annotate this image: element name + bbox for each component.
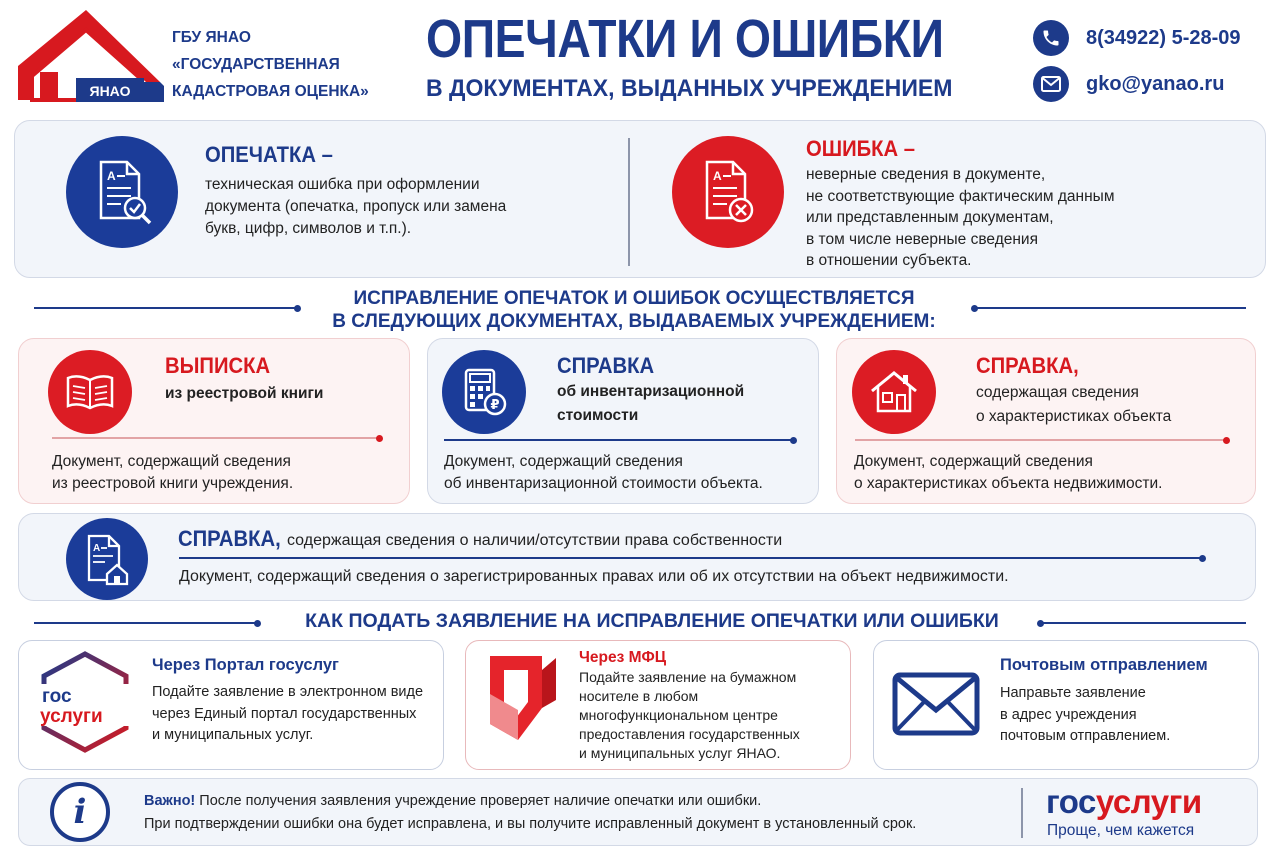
- text-line: документа (опечатка, пропуск или замена: [205, 198, 507, 215]
- card-description: Документ, содержащий сведения о зарегистрированных правах или об их отсутствии на объект недвижимости.: [179, 568, 1009, 585]
- text-line: о характеристиках объекта недвижимости.: [854, 475, 1163, 492]
- card-subtitle: [165, 382, 323, 406]
- info-icon: i: [50, 782, 110, 842]
- card-description: [52, 451, 293, 495]
- card-title: СПРАВКА: [557, 353, 655, 378]
- text-line: техническая ошибка при оформлении: [205, 176, 480, 193]
- text-line: почтовым отправлением.: [1000, 728, 1171, 744]
- svg-text:A: A: [713, 169, 722, 183]
- card-subtitle: [976, 381, 1171, 429]
- method-description: [152, 682, 423, 747]
- how-to-apply-heading: КАК ПОДАТЬ ЗАЯВЛЕНИЕ НА ИСПРАВЛЕНИЕ ОПЕЧАТКИ ИЛИ ОШИБКИ: [305, 610, 999, 632]
- card-title: ВЫПИСКА: [165, 353, 271, 378]
- card-subtitle: содержащая сведения о наличии/отсутствии права собственности: [287, 532, 783, 549]
- text-line: или представленным документам,: [806, 209, 1054, 226]
- text-line: об инвентаризационной стоимости объекта.: [444, 475, 763, 492]
- text-line: После получения заявления учреждение проверяет наличие опечатки или ошибки.: [199, 793, 762, 809]
- text-line: Документ, содержащий сведения: [854, 453, 1093, 470]
- card-description: [854, 451, 1162, 495]
- card-divider: [179, 557, 1203, 559]
- text-line: стоимости: [557, 407, 639, 424]
- gosuslugi-hexagon-logo: [36, 650, 134, 754]
- text-line: о характеристиках объекта: [976, 408, 1172, 425]
- text-line: из реестровой книги учреждения.: [52, 475, 294, 492]
- text-line: предоставления государственных: [579, 726, 800, 742]
- page-subtitle: В ДОКУМЕНТАХ, ВЫДАННЫХ УЧРЕЖДЕНИЕМ: [426, 75, 953, 102]
- logo-text: гос: [1046, 783, 1096, 820]
- card-subtitle: [557, 380, 744, 428]
- text-line: в адрес учреждения: [1000, 706, 1137, 723]
- document-error-icon: [672, 136, 784, 248]
- text-line: об инвентаризационной: [557, 383, 745, 400]
- heading-line-right: [1040, 622, 1246, 624]
- text-line: в отношении субъекта.: [806, 252, 972, 269]
- phone-number[interactable]: 8(34922) 5-28-09: [1086, 27, 1241, 49]
- text-line: и муниципальных услуг ЯНАО.: [579, 745, 781, 761]
- phone-icon: [1033, 20, 1069, 56]
- text-line: носителе в любом: [579, 688, 699, 704]
- gosuslugi-logo: [1046, 784, 1202, 820]
- text-line: При подтверждении ошибки она будет исправлена, и вы получите исправленный документ в установленный срок.: [144, 816, 917, 832]
- heading-line-right: [974, 307, 1246, 309]
- logo-text: услуги: [1095, 783, 1202, 820]
- method-description: [579, 668, 800, 763]
- text-line: многофункциональном центре: [579, 707, 778, 723]
- org-line: ГБУ ЯНАО: [172, 29, 251, 46]
- text-line: Подайте заявление на бумажном: [579, 669, 797, 685]
- text-line: Подайте заявление в электронном виде: [152, 684, 424, 700]
- logo-text: ЯНАО: [89, 83, 131, 99]
- text-line: Документ, содержащий сведения: [52, 453, 291, 470]
- card-title: СПРАВКА,: [976, 353, 1079, 378]
- calculator-ruble-icon: [442, 350, 526, 434]
- text-line: в том числе неверные сведения: [806, 230, 1038, 248]
- card-title: СПРАВКА,: [178, 526, 281, 551]
- divider: [1021, 788, 1023, 838]
- svg-text:₽: ₽: [490, 398, 500, 413]
- error-description: [806, 164, 1114, 272]
- document-house-icon: [66, 518, 148, 600]
- org-line: «ГОСУДАРСТВЕННАЯ: [172, 56, 340, 73]
- page-title: ОПЕЧАТКИ И ОШИБКИ: [426, 9, 944, 69]
- gosuslugi-slogan: Проще, чем кажется: [1047, 822, 1195, 839]
- method-title: Почтовым отправлением: [1000, 656, 1208, 674]
- text-line: и муниципальных услуг.: [152, 727, 314, 743]
- text-line: содержащая сведения: [976, 384, 1139, 401]
- house-icon: [852, 350, 936, 434]
- book-icon: [48, 350, 132, 434]
- svg-text:A: A: [107, 169, 116, 183]
- text-line: неверные сведения в документе,: [806, 166, 1046, 183]
- divider: [628, 138, 630, 266]
- text-line: Документ, содержащий сведения: [444, 453, 683, 470]
- correction-heading: [300, 287, 968, 333]
- org-line: КАДАСТРОВАЯ ОЦЕНКА»: [172, 83, 369, 100]
- important-text: [144, 790, 916, 836]
- text-line: из реестровой книги: [165, 385, 324, 402]
- card-description: [444, 451, 763, 495]
- heading-line: В СЛЕДУЮЩИХ ДОКУМЕНТАХ, ВЫДАВАЕМЫХ УЧРЕЖДЕНИЕМ:: [332, 311, 936, 332]
- card-divider: [444, 439, 794, 441]
- card-divider: [52, 437, 380, 439]
- text-line: букв, цифр, символов и т.п.).: [205, 220, 412, 237]
- mfc-logo: [484, 650, 562, 746]
- error-title: ОШИБКА –: [806, 136, 916, 161]
- method-title: Через Портал госуслуг: [152, 656, 339, 674]
- heading-line-left: [34, 622, 258, 624]
- heading-line: ИСПРАВЛЕНИЕ ОПЕЧАТОК И ОШИБОК ОСУЩЕСТВЛЯЕТСЯ: [353, 288, 915, 309]
- text-line: не соответствующие фактическим данным: [806, 187, 1115, 205]
- typo-title: ОПЕЧАТКА –: [205, 142, 333, 167]
- email-address[interactable]: gko@yanao.ru: [1086, 73, 1225, 95]
- text-line: Направьте заявление: [1000, 685, 1146, 701]
- organization-name: [172, 24, 369, 105]
- mail-icon: [1033, 66, 1069, 102]
- text-line: через Единый портал государственных: [152, 705, 417, 722]
- yanao-logo: [14, 6, 164, 104]
- method-title: Через МФЦ: [579, 649, 667, 666]
- important-label: Важно!: [144, 793, 196, 809]
- logo-text: гос: [42, 686, 72, 707]
- logo-text: услуги: [40, 706, 103, 727]
- method-description: [1000, 683, 1170, 748]
- heading-line-left: [34, 307, 298, 309]
- typo-description: [205, 174, 506, 240]
- card-divider: [855, 439, 1227, 441]
- svg-text:A: A: [93, 543, 101, 554]
- document-check-icon: [66, 136, 178, 248]
- envelope-icon: [892, 672, 980, 736]
